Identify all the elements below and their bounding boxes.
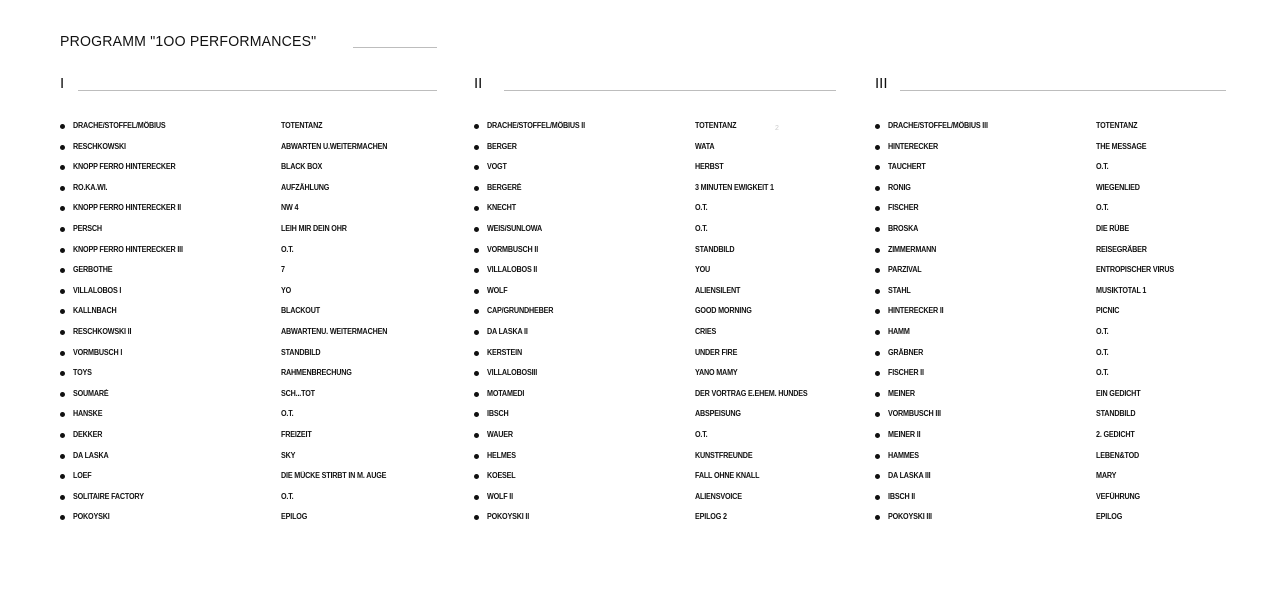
bullet-icon xyxy=(474,124,479,129)
list-item xyxy=(875,324,1227,345)
performance-title: DER VORTRAG E.EHEM. HUNDES xyxy=(695,388,808,398)
performer-name: HAMMES xyxy=(888,450,919,460)
performance-title: BLACKOUT xyxy=(281,306,320,316)
bullet-icon xyxy=(474,165,479,170)
list-item xyxy=(60,345,438,366)
bullet-icon xyxy=(474,289,479,294)
performer-name: IBSCH II xyxy=(888,491,915,501)
performance-title: O.T. xyxy=(1096,347,1109,357)
list-item xyxy=(60,448,438,469)
performer-name: VOGT xyxy=(487,162,507,172)
performance-title: BLACK BOX xyxy=(281,162,323,172)
performer-name: WOLF II xyxy=(487,491,513,501)
performance-title: O.T. xyxy=(281,409,294,419)
performance-title: ALIENSVOICE xyxy=(695,491,742,501)
performance-title: FREIZEIT xyxy=(281,429,312,439)
section-numeral: II xyxy=(474,75,483,92)
list-item xyxy=(875,283,1227,304)
list-item xyxy=(875,242,1227,263)
performance-title: REISEGRÄBER xyxy=(1096,244,1147,254)
performer-name: DRACHE/STOFFEL/MÖBIUS II xyxy=(487,121,585,130)
performance-title: 2. GEDICHT xyxy=(1096,429,1135,439)
bullet-icon xyxy=(875,145,880,150)
bullet-icon xyxy=(875,515,880,520)
performance-title: ALIENSILENT xyxy=(695,285,741,295)
performer-name: BERGER xyxy=(487,141,517,151)
bullet-icon xyxy=(474,515,479,520)
bullet-icon xyxy=(474,248,479,253)
list-item xyxy=(60,365,438,386)
page-title: PROGRAMM "1OO PERFORMANCES" xyxy=(60,33,317,50)
list-item xyxy=(474,406,838,427)
list-item xyxy=(875,406,1227,427)
list-item xyxy=(474,180,838,201)
performer-name: IBSCH xyxy=(487,409,509,419)
performer-name: POKOYSKI xyxy=(73,512,110,522)
bullet-icon xyxy=(474,454,479,459)
performance-title: YANO MAMY xyxy=(695,368,738,378)
performance-title: LEIH MIR DEIN OHR xyxy=(281,223,347,233)
bullet-icon xyxy=(875,330,880,335)
performance-title: YO xyxy=(281,285,292,295)
list-item xyxy=(875,200,1227,221)
performer-name: ZIMMERMANN xyxy=(888,244,937,254)
list-item xyxy=(875,303,1227,324)
performance-title: EIN GEDICHT xyxy=(1096,388,1141,398)
list-item xyxy=(474,448,838,469)
list-item xyxy=(474,159,838,180)
performer-name: HINTERECKER xyxy=(888,141,939,151)
bullet-icon xyxy=(60,145,65,150)
performance-title: MARY xyxy=(1096,471,1117,481)
list-item xyxy=(875,118,1227,139)
performance-title: STANDBILD xyxy=(281,347,321,357)
performance-title: TOTENTANZ xyxy=(1096,121,1138,130)
bullet-icon xyxy=(60,412,65,417)
list-item xyxy=(474,468,838,489)
list-item xyxy=(875,221,1227,242)
performer-name: WAUER xyxy=(487,429,513,439)
list-item xyxy=(875,262,1227,283)
list-item xyxy=(875,345,1227,366)
performance-title: O.T. xyxy=(1096,368,1109,378)
section-numeral: I xyxy=(60,75,65,92)
performer-name: PARZIVAL xyxy=(888,265,922,275)
bullet-icon xyxy=(875,124,880,129)
performer-name: TOYS xyxy=(73,368,92,378)
list-item xyxy=(875,489,1227,510)
performer-name: KNECHT xyxy=(487,203,516,213)
bullet-icon xyxy=(474,330,479,335)
list-item xyxy=(474,303,838,324)
bullet-icon xyxy=(60,309,65,314)
performance-title: O.T. xyxy=(281,244,294,254)
performance-list xyxy=(474,118,838,530)
performer-name: KNOPP FERRO HINTERECKER II xyxy=(73,203,181,213)
performer-name: SOUMARÉ xyxy=(73,388,109,398)
performer-name: GERBOTHE xyxy=(73,265,113,275)
bullet-icon xyxy=(875,454,880,459)
performer-name: VILLALOBOSIII xyxy=(487,368,538,378)
bullet-icon xyxy=(875,268,880,273)
performance-title: VEFÜHRUNG xyxy=(1096,491,1140,501)
performer-name: DA LASKA III xyxy=(888,471,931,481)
list-item xyxy=(474,118,838,139)
performer-name: MEINER xyxy=(888,388,915,398)
performer-name: DA LASKA II xyxy=(487,326,528,336)
performance-title: DIE MÜCKE STIRBT IN M. AUGE xyxy=(281,471,387,481)
bullet-icon xyxy=(875,206,880,211)
list-item xyxy=(60,324,438,345)
bullet-icon xyxy=(474,392,479,397)
list-item xyxy=(474,242,838,263)
bullet-icon xyxy=(60,351,65,356)
list-item xyxy=(875,365,1227,386)
list-item xyxy=(60,221,438,242)
performance-title: YOU xyxy=(695,265,711,275)
list-item xyxy=(60,386,438,407)
bullet-icon xyxy=(60,165,65,170)
bullet-icon xyxy=(875,474,880,479)
performer-name: LOEF xyxy=(73,471,92,481)
list-item xyxy=(474,139,838,160)
performer-name: GRÄBNER xyxy=(888,347,924,357)
performance-title: SKY xyxy=(281,450,296,460)
list-item xyxy=(474,221,838,242)
bullet-icon xyxy=(60,248,65,253)
performer-name: VILLALOBOS I xyxy=(73,285,122,295)
performance-title: EPILOG xyxy=(1096,512,1123,522)
performer-name: RONIG xyxy=(888,182,911,192)
bullet-icon xyxy=(474,268,479,273)
list-item xyxy=(60,427,438,448)
bullet-icon xyxy=(474,474,479,479)
performer-name: FISCHER II xyxy=(888,368,924,378)
performance-title: NW 4 xyxy=(281,203,299,213)
list-item xyxy=(875,159,1227,180)
performance-title: STANDBILD xyxy=(1096,409,1136,419)
performer-name: DRACHE/STOFFEL/MÖBIUS III xyxy=(888,121,988,130)
bullet-icon xyxy=(474,351,479,356)
list-item xyxy=(60,200,438,221)
list-item xyxy=(474,324,838,345)
performer-name: KOESEL xyxy=(487,471,516,481)
bullet-icon xyxy=(60,268,65,273)
performer-name: POKOYSKI II xyxy=(487,512,530,522)
performer-name: DA LASKA xyxy=(73,450,109,460)
bullet-icon xyxy=(60,474,65,479)
performance-title: O.T. xyxy=(1096,326,1109,336)
list-item xyxy=(474,365,838,386)
performance-title: STANDBILD xyxy=(695,244,735,254)
performer-name: HAMM xyxy=(888,326,910,336)
bullet-icon xyxy=(474,206,479,211)
performance-title: AUFZÄHLUNG xyxy=(281,182,330,192)
performance-title: O.T. xyxy=(695,203,708,213)
bullet-icon xyxy=(875,309,880,314)
bullet-icon xyxy=(60,495,65,500)
performance-title: WIEGENLIED xyxy=(1096,182,1140,192)
performer-name: BROSKA xyxy=(888,223,919,233)
performer-name: VORMBUSCH III xyxy=(888,409,941,419)
list-item xyxy=(474,509,838,530)
bullet-icon xyxy=(60,289,65,294)
bullet-icon xyxy=(474,371,479,376)
list-item xyxy=(474,489,838,510)
bullet-icon xyxy=(474,186,479,191)
bullet-icon xyxy=(875,392,880,397)
list-item xyxy=(60,242,438,263)
performer-name: SOLITAIRE FACTORY xyxy=(73,491,144,501)
bullet-icon xyxy=(60,186,65,191)
performance-title: O.T. xyxy=(1096,162,1109,172)
bullet-icon xyxy=(474,227,479,232)
performer-name: STAHL xyxy=(888,285,911,295)
performance-title: EPILOG xyxy=(281,512,308,522)
list-item xyxy=(474,262,838,283)
performer-name: HELMES xyxy=(487,450,516,460)
performer-name: KALLNBACH xyxy=(73,306,117,316)
bullet-icon xyxy=(60,227,65,232)
performance-title: LEBEN&TOD xyxy=(1096,450,1140,460)
performance-title: O.T. xyxy=(1096,203,1109,213)
section-2 xyxy=(474,0,838,600)
bullet-icon xyxy=(474,309,479,314)
performance-title: ABWARTEN U.WEITERMACHEN xyxy=(281,141,388,151)
bullet-icon xyxy=(875,412,880,417)
performer-name: BERGERÉ xyxy=(487,182,522,192)
list-item xyxy=(875,427,1227,448)
performer-name: TAUCHERT xyxy=(888,162,926,172)
performer-name: VORMBUSCH I xyxy=(73,347,123,357)
bullet-icon xyxy=(474,145,479,150)
list-item xyxy=(875,468,1227,489)
list-item xyxy=(60,159,438,180)
section-rule xyxy=(78,90,437,91)
bullet-icon xyxy=(474,433,479,438)
bullet-icon xyxy=(60,371,65,376)
performer-name: HINTERECKER II xyxy=(888,306,944,316)
list-item xyxy=(60,180,438,201)
performer-name: VILLALOBOS II xyxy=(487,265,538,275)
performance-title: MUSIKTOTAL 1 xyxy=(1096,285,1147,295)
performance-title: PICNIC xyxy=(1096,306,1120,316)
performer-name: RO.KA.WI. xyxy=(73,182,108,192)
bullet-icon xyxy=(474,412,479,417)
performer-name: MOTAMEDI xyxy=(487,388,525,398)
performance-title: EPILOG 2 xyxy=(695,512,727,522)
section-rule xyxy=(900,90,1226,91)
performance-title: ABSPEISUNG xyxy=(695,409,741,419)
list-item xyxy=(875,139,1227,160)
performance-title: HERBST xyxy=(695,162,724,172)
performer-name: POKOYSKI III xyxy=(888,512,932,522)
list-item xyxy=(60,118,438,139)
list-item xyxy=(60,283,438,304)
bullet-icon xyxy=(60,392,65,397)
bullet-icon xyxy=(875,351,880,356)
performer-name: CAP/GRUNDHEBER xyxy=(487,306,554,316)
performance-title: WATA xyxy=(695,141,715,151)
performance-title: UNDER FIRE xyxy=(695,347,738,357)
bullet-icon xyxy=(60,515,65,520)
list-item xyxy=(474,427,838,448)
performance-title: SCH...TOT xyxy=(281,388,315,398)
bullet-icon xyxy=(875,433,880,438)
performer-name: FISCHER xyxy=(888,203,919,213)
performance-title: 7 xyxy=(281,265,285,275)
list-item xyxy=(60,262,438,283)
list-item xyxy=(474,386,838,407)
performance-title: DIE RÜBE xyxy=(1096,223,1129,233)
list-item xyxy=(60,468,438,489)
performance-title: TOTENTANZ xyxy=(281,121,323,130)
performer-name: RESCHKOWSKI xyxy=(73,141,126,151)
bullet-icon xyxy=(60,124,65,129)
performer-name: MEINER II xyxy=(888,429,921,439)
bullet-icon xyxy=(875,289,880,294)
performance-title: O.T. xyxy=(281,491,294,501)
section-3 xyxy=(875,0,1227,600)
bullet-icon xyxy=(875,495,880,500)
performance-title: 3 MINUTEN EWIGKEIT 1 xyxy=(695,182,774,192)
performance-title: O.T. xyxy=(695,223,708,233)
performer-name: HANSKE xyxy=(73,409,103,419)
list-item xyxy=(60,406,438,427)
bullet-icon xyxy=(875,227,880,232)
performance-title: CRIES xyxy=(695,326,717,336)
performance-title: THE MESSAGE xyxy=(1096,141,1147,151)
performer-name: WOLF xyxy=(487,285,508,295)
performance-list xyxy=(60,118,438,530)
list-item xyxy=(875,448,1227,469)
bullet-icon xyxy=(474,495,479,500)
performer-name: DEKKER xyxy=(73,429,103,439)
bullet-icon xyxy=(60,330,65,335)
section-numeral: III xyxy=(875,75,888,92)
bullet-icon xyxy=(875,371,880,376)
performer-name: KERSTEIN xyxy=(487,347,522,357)
list-item xyxy=(60,509,438,530)
list-item xyxy=(474,283,838,304)
performance-title: RAHMENBRECHUNG xyxy=(281,368,352,378)
list-item xyxy=(474,200,838,221)
performance-title: GOOD MORNING xyxy=(695,306,752,316)
performance-title: ENTROPISCHER VIRUS xyxy=(1096,265,1174,275)
list-item xyxy=(474,345,838,366)
list-item xyxy=(60,489,438,510)
performer-name: KNOPP FERRO HINTERECKER III xyxy=(73,244,183,254)
list-item xyxy=(60,139,438,160)
performance-title: FALL OHNE KNALL xyxy=(695,471,760,481)
performer-name: KNOPP FERRO HINTERECKER xyxy=(73,162,176,172)
performance-list xyxy=(875,118,1227,530)
performance-title: TOTENTANZ xyxy=(695,121,737,130)
section-1 xyxy=(60,0,438,600)
performer-name: RESCHKOWSKI II xyxy=(73,326,132,336)
bullet-icon xyxy=(60,454,65,459)
bullet-icon xyxy=(875,248,880,253)
bullet-icon xyxy=(875,165,880,170)
bullet-icon xyxy=(875,186,880,191)
list-item xyxy=(875,386,1227,407)
performer-name: DRACHE/STOFFEL/MÖBIUS xyxy=(73,121,166,130)
bullet-icon xyxy=(60,206,65,211)
bullet-icon xyxy=(60,433,65,438)
list-item xyxy=(875,509,1227,530)
faint-page-mark: 2 xyxy=(775,125,779,132)
list-item xyxy=(60,303,438,324)
performance-title: ABWARTENU. WEITERMACHEN xyxy=(281,326,388,336)
performance-title: KUNSTFREUNDE xyxy=(695,450,753,460)
section-rule xyxy=(504,90,836,91)
list-item xyxy=(875,180,1227,201)
performance-title: O.T. xyxy=(695,429,708,439)
performer-name: WEIS/SUNLOWA xyxy=(487,223,543,233)
performer-name: PERSCH xyxy=(73,223,102,233)
performer-name: VORMBUSCH II xyxy=(487,244,539,254)
